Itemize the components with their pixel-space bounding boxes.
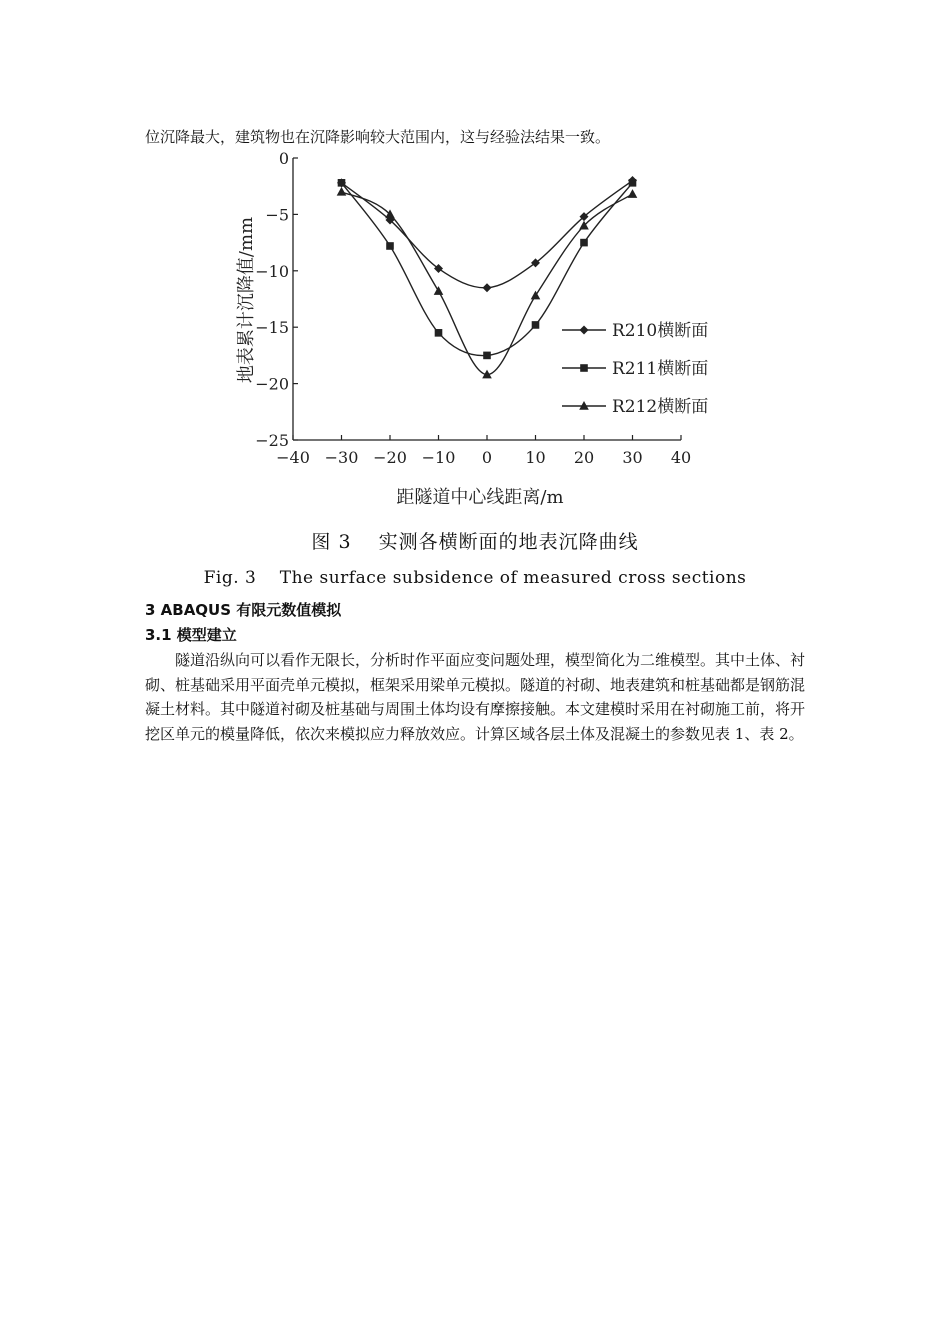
x-tick-label: −10 [421, 448, 456, 467]
y-axis-label: 地表累计沉降值/mm [236, 216, 257, 384]
y-tick-label: −10 [255, 261, 289, 281]
data-point-square [580, 239, 588, 247]
chart-legend [562, 321, 708, 417]
figure-caption-en: Fig. 3 The surface subsidence of measured cross sections [203, 568, 747, 588]
x-axis-label: 距隧道中心线距离/m [396, 487, 564, 508]
section-heading: 3 ABAQUS 有限元数值模拟 [145, 601, 342, 619]
x-tick-label: 40 [670, 448, 692, 467]
data-point-square [629, 179, 637, 187]
series-line [342, 192, 633, 375]
x-tick-label: 30 [622, 448, 643, 467]
data-point-square [532, 321, 540, 329]
legend-label: R211横断面 [612, 359, 709, 379]
data-point-triangle [434, 286, 444, 295]
x-tick-label: 10 [525, 448, 546, 467]
y-tick-label: −20 [255, 374, 289, 394]
legend-label: R210横断面 [612, 321, 709, 341]
chart-series [337, 176, 638, 378]
chart-axes [255, 149, 691, 467]
data-point-square [338, 179, 346, 187]
body-paragraph: 隧道沿纵向可以看作无限长，分析时作平面应变问题处理，模型简化为二维模型。其中土体、衬砌、桩基础采用平面壳单元模拟，框架采用梁单元模拟。隧道的衬砌、地表建筑和桩基础都是钢筋混凝土材料。其中隧道衬砌及桩基础与周围土体均设有摩擦接触。本文建模时采用在衬砌施工前，将开挖区单元的模量降低，依次来模拟应力释放效应。计算区域各层土体及混凝土的参数见表 1、表 2。 [145, 651, 806, 743]
intro-text: 位沉降最大，建筑物也在沉降影响较大范围内，这与经验法结果一致。 [145, 128, 611, 146]
data-point-triangle [628, 189, 638, 198]
x-tick-label: −40 [276, 448, 310, 467]
data-point-square [386, 242, 394, 250]
x-tick-label: −30 [324, 448, 359, 467]
y-tick-label: 0 [278, 149, 289, 168]
subsection-heading: 3.1 模型建立 [145, 626, 237, 644]
x-tick-label: −20 [373, 448, 407, 467]
y-tick-label: −5 [265, 205, 289, 225]
figure-caption-cn: 图 3 实测各横断面的地表沉降曲线 [311, 531, 639, 553]
data-point-triangle [531, 291, 541, 300]
data-point-square [483, 352, 491, 360]
y-tick-label: −25 [255, 431, 289, 450]
data-point-diamond [580, 326, 589, 335]
y-tick-label: −15 [255, 318, 289, 338]
data-point-diamond [483, 283, 492, 292]
x-tick-label: 0 [481, 448, 493, 467]
data-point-square [435, 329, 443, 337]
settlement-chart [230, 148, 730, 518]
data-point-triangle [337, 187, 347, 196]
legend-label: R212横断面 [612, 397, 709, 417]
x-tick-label: 20 [573, 448, 595, 467]
data-point-square [580, 364, 588, 372]
series-line [342, 181, 633, 288]
